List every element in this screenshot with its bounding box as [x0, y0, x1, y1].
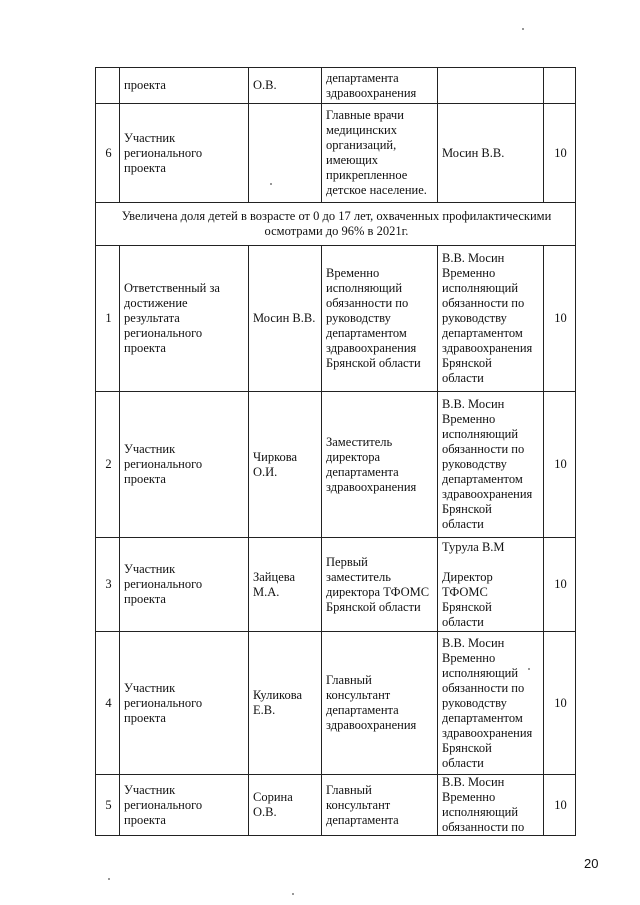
role-cell: Ответственный за достижение результата регионального проекта: [120, 246, 249, 392]
name-cell: Куликова Е.В.: [249, 632, 322, 775]
row-number: 3: [96, 538, 120, 632]
score-cell: 10: [544, 632, 576, 775]
row-number: [96, 68, 120, 104]
role-cell: проекта: [120, 68, 249, 104]
scan-speck: [528, 668, 530, 670]
participants-table: [95, 67, 576, 836]
position-cell: Главный консультант департамента: [322, 775, 438, 836]
name-cell: Чиркова О.И.: [249, 392, 322, 538]
scan-speck: [108, 878, 110, 880]
name-cell: [249, 104, 322, 203]
score-cell: 10: [544, 246, 576, 392]
role-cell: Участник регионального проекта: [120, 775, 249, 836]
score-cell: 10: [544, 538, 576, 632]
approver-cell: В.В. Мосин Временно исполняющий обязанности по руководству департаментом здравоохранения Брянской области: [438, 246, 544, 392]
approver-cell: Турула В.М Директор ТФОМС Брянской области: [438, 538, 544, 632]
approver-cell: [438, 68, 544, 104]
role-cell: Участник регионального проекта: [120, 392, 249, 538]
approver-cell: В.В. Мосин Временно исполняющий обязанности по: [438, 775, 544, 836]
position-cell: Главные врачи медицинских организаций, имеющих прикрепленное детское население.: [322, 104, 438, 203]
page-number: 20: [584, 856, 599, 871]
score-cell: [544, 68, 576, 104]
role-cell: Участник регионального проекта: [120, 104, 249, 203]
position-cell: Первый заместитель директора ТФОМС Брянской области: [322, 538, 438, 632]
table-row-continued: [96, 68, 576, 104]
approver-cell: В.В. Мосин Временно исполняющий обязанности по руководству департаментом здравоохранения Брянской области: [438, 392, 544, 538]
score-cell: 10: [544, 104, 576, 203]
row-number: 6: [96, 104, 120, 203]
score-cell: 10: [544, 392, 576, 538]
row-number: 1: [96, 246, 120, 392]
name-cell: Зайцева М.А.: [249, 538, 322, 632]
table-row: [96, 775, 576, 836]
row-number: 2: [96, 392, 120, 538]
scan-speck: [522, 28, 524, 30]
row-number: 5: [96, 775, 120, 836]
name-cell: Мосин В.В.: [249, 246, 322, 392]
approver-cell: Мосин В.В.: [438, 104, 544, 203]
position-cell: департамента здравоохранения: [322, 68, 438, 104]
table-row: [96, 538, 576, 632]
role-cell: Участник регионального проекта: [120, 632, 249, 775]
name-cell: Сорина О.В.: [249, 775, 322, 836]
table-row: [96, 632, 576, 775]
scan-speck: [270, 183, 272, 185]
position-cell: Временно исполняющий обязанности по руководству департаментом здравоохранения Брянской области: [322, 246, 438, 392]
position-cell: Заместитель директора департамента здравоохранения: [322, 392, 438, 538]
table-row: [96, 104, 576, 203]
section-banner: Увеличена доля детей в возрасте от 0 до 17 лет, охваченных профилактическими осмотрами до 96% в 2021г.: [96, 203, 576, 246]
approver-cell: В.В. Мосин Временно исполняющий обязанности по руководству департаментом здравоохранения Брянской области: [438, 632, 544, 775]
table-row: [96, 246, 576, 392]
table-row: [96, 392, 576, 538]
name-cell: О.В.: [249, 68, 322, 104]
position-cell: Главный консультант департамента здравоохранения: [322, 632, 438, 775]
score-cell: 10: [544, 775, 576, 836]
role-cell: Участник регионального проекта: [120, 538, 249, 632]
row-number: 4: [96, 632, 120, 775]
scan-speck: [292, 893, 294, 895]
section-banner-row: [96, 203, 576, 246]
